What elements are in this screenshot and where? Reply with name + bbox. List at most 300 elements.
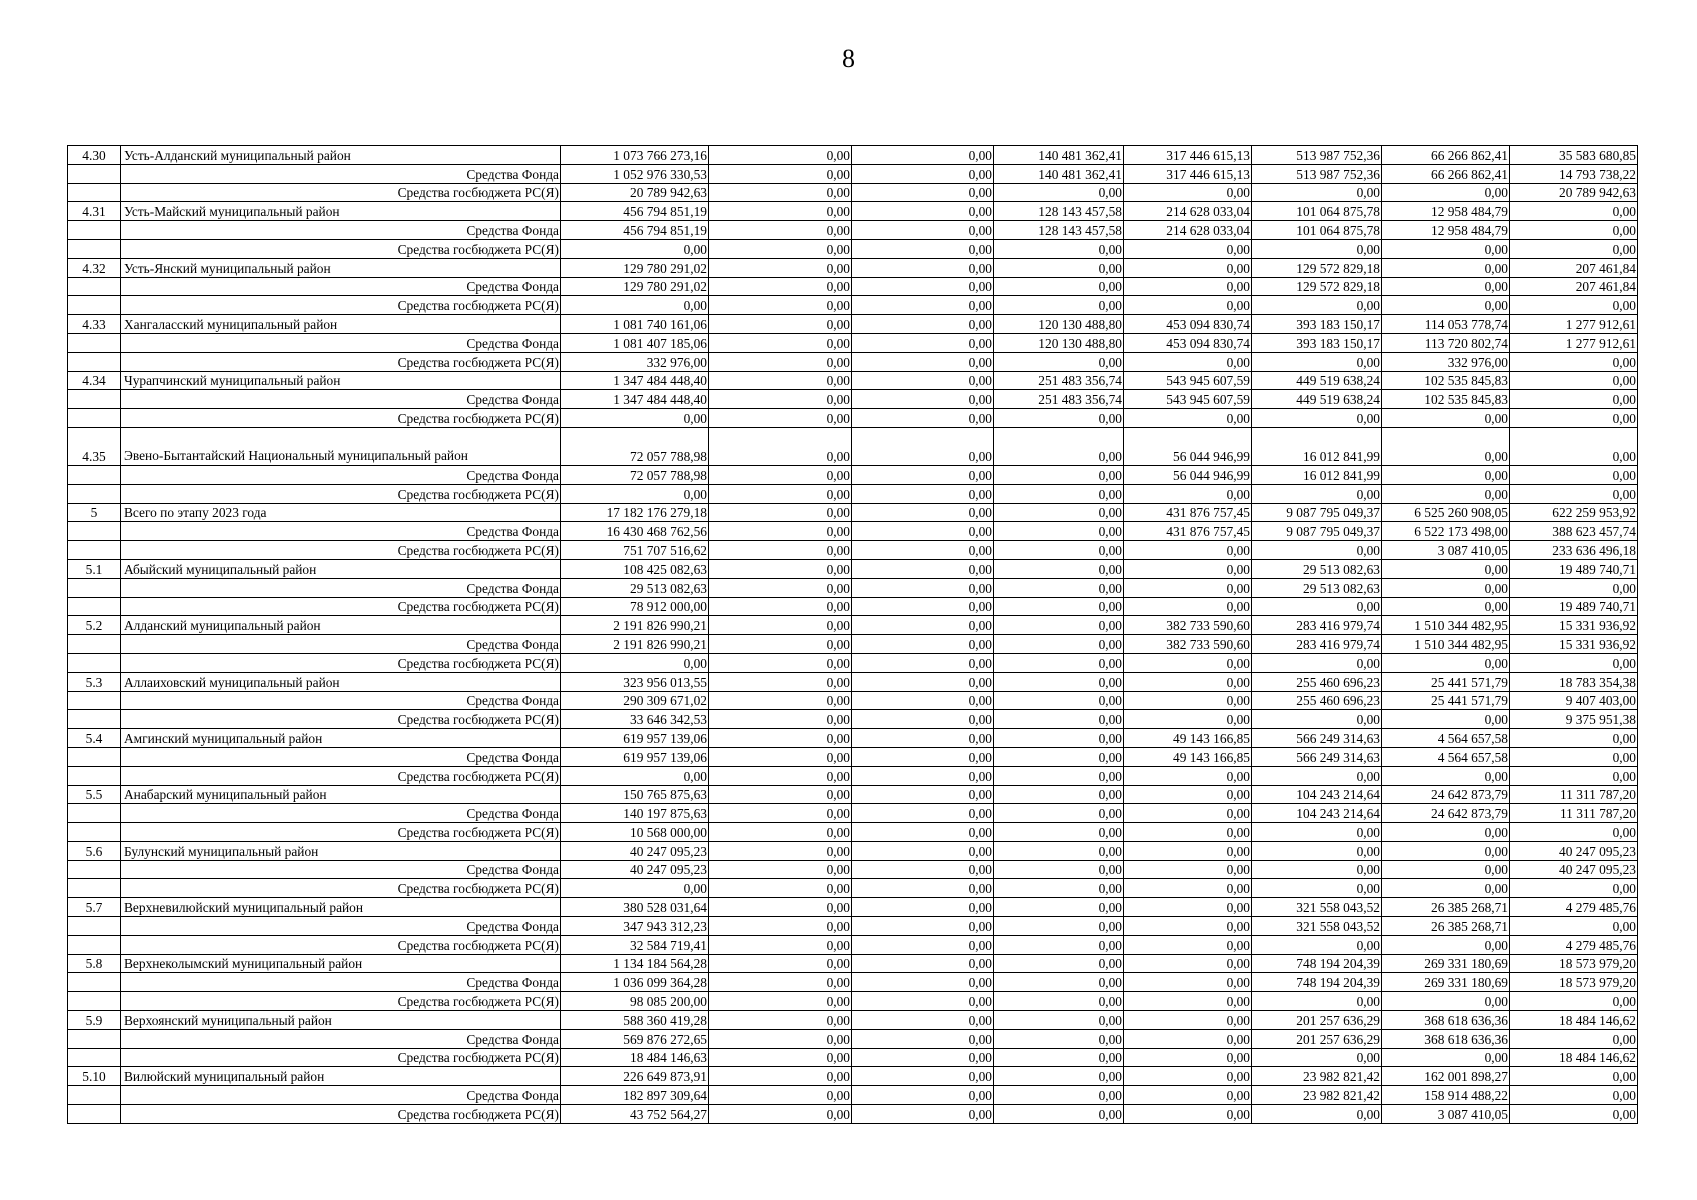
amount-cell: 0,00 [709, 522, 852, 541]
amount-cell: 182 897 309,64 [561, 1086, 709, 1105]
table-row-funding-source [68, 522, 1638, 541]
row-number-cell [68, 823, 121, 842]
row-number-cell [68, 1086, 121, 1105]
table-row-funding-source [68, 277, 1638, 296]
amount-cell: 3 087 410,05 [1382, 1105, 1510, 1124]
funding-source-cell: Средства госбюджета РС(Я) [121, 992, 561, 1011]
amount-cell: 1 510 344 482,95 [1382, 616, 1510, 635]
amount-cell: 0,00 [1510, 221, 1638, 240]
amount-cell: 619 957 139,06 [561, 729, 709, 748]
table-row-district [68, 785, 1638, 804]
district-name-cell: Абыйский муниципальный район [121, 559, 561, 578]
amount-cell: 0,00 [994, 879, 1124, 898]
amount-cell: 24 642 873,79 [1382, 785, 1510, 804]
amount-cell: 588 360 419,28 [561, 1011, 709, 1030]
amount-cell: 108 425 082,63 [561, 559, 709, 578]
amount-cell: 0,00 [852, 804, 994, 823]
row-number-cell [68, 597, 121, 616]
amount-cell: 0,00 [852, 239, 994, 258]
amount-cell: 11 311 787,20 [1510, 785, 1638, 804]
amount-cell: 0,00 [852, 616, 994, 635]
amount-cell: 0,00 [1124, 1011, 1252, 1030]
amount-cell: 3 087 410,05 [1382, 541, 1510, 560]
funding-source-cell: Средства Фонда [121, 917, 561, 936]
amount-cell: 0,00 [994, 804, 1124, 823]
amount-cell: 0,00 [994, 823, 1124, 842]
amount-cell: 0,00 [561, 484, 709, 503]
row-number-cell: 4.33 [68, 315, 121, 334]
row-number-cell: 4.32 [68, 258, 121, 277]
funding-source-cell: Средства Фонда [121, 1029, 561, 1048]
amount-cell: 0,00 [994, 597, 1124, 616]
amount-cell: 0,00 [852, 1086, 994, 1105]
amount-cell: 0,00 [852, 992, 994, 1011]
row-number-cell [68, 935, 121, 954]
district-name-cell: Анабарский муниципальный район [121, 785, 561, 804]
table-row-funding-source [68, 860, 1638, 879]
row-number-cell: 5.1 [68, 559, 121, 578]
row-number-cell [68, 352, 121, 371]
amount-cell: 0,00 [994, 1029, 1124, 1048]
table-row-funding-source [68, 710, 1638, 729]
amount-cell: 0,00 [709, 221, 852, 240]
amount-cell: 4 564 657,58 [1382, 729, 1510, 748]
amount-cell: 382 733 590,60 [1124, 616, 1252, 635]
amount-cell: 113 720 802,74 [1382, 333, 1510, 352]
amount-cell: 0,00 [709, 1086, 852, 1105]
amount-cell: 0,00 [1124, 1048, 1252, 1067]
table-row-district [68, 559, 1638, 578]
table-body [68, 146, 1638, 1124]
row-number-cell [68, 296, 121, 315]
amount-cell: 0,00 [1124, 559, 1252, 578]
amount-cell: 0,00 [1124, 672, 1252, 691]
amount-cell: 0,00 [709, 559, 852, 578]
amount-cell: 0,00 [1510, 202, 1638, 221]
funding-source-cell: Средства Фонда [121, 1086, 561, 1105]
amount-cell: 622 259 953,92 [1510, 503, 1638, 522]
amount-cell: 0,00 [1382, 239, 1510, 258]
amount-cell: 150 765 875,63 [561, 785, 709, 804]
funding-source-cell: Средства госбюджета РС(Я) [121, 823, 561, 842]
amount-cell: 0,00 [994, 973, 1124, 992]
amount-cell: 66 266 862,41 [1382, 164, 1510, 183]
amount-cell: 20 789 942,63 [1510, 183, 1638, 202]
amount-cell: 0,00 [709, 427, 852, 465]
district-name-cell: Всего по этапу 2023 года [121, 503, 561, 522]
amount-cell: 0,00 [852, 898, 994, 917]
amount-cell: 449 519 638,24 [1252, 371, 1382, 390]
amount-cell: 255 460 696,23 [1252, 672, 1382, 691]
amount-cell: 0,00 [709, 296, 852, 315]
amount-cell: 129 780 291,02 [561, 258, 709, 277]
amount-cell: 26 385 268,71 [1382, 917, 1510, 936]
amount-cell: 9 375 951,38 [1510, 710, 1638, 729]
funding-source-cell: Средства госбюджета РС(Я) [121, 541, 561, 560]
amount-cell: 0,00 [1382, 578, 1510, 597]
amount-cell: 40 247 095,23 [561, 860, 709, 879]
amount-cell: 0,00 [994, 427, 1124, 465]
row-number-cell [68, 879, 121, 898]
amount-cell: 0,00 [1124, 954, 1252, 973]
amount-cell: 40 247 095,23 [561, 841, 709, 860]
amount-cell: 0,00 [852, 484, 994, 503]
amount-cell: 0,00 [709, 333, 852, 352]
amount-cell: 0,00 [994, 258, 1124, 277]
amount-cell: 0,00 [1124, 239, 1252, 258]
amount-cell: 0,00 [1510, 1086, 1638, 1105]
amount-cell: 251 483 356,74 [994, 371, 1124, 390]
amount-cell: 0,00 [994, 1048, 1124, 1067]
funding-source-cell: Средства Фонда [121, 277, 561, 296]
row-number-cell: 4.30 [68, 146, 121, 165]
amount-cell: 0,00 [852, 954, 994, 973]
row-number-cell [68, 992, 121, 1011]
amount-cell: 0,00 [1382, 841, 1510, 860]
amount-cell: 456 794 851,19 [561, 202, 709, 221]
funding-source-cell: Средства госбюджета РС(Я) [121, 766, 561, 785]
amount-cell: 0,00 [1252, 541, 1382, 560]
amount-cell: 0,00 [852, 333, 994, 352]
amount-cell: 0,00 [1252, 766, 1382, 785]
amount-cell: 0,00 [852, 879, 994, 898]
amount-cell: 0,00 [994, 352, 1124, 371]
amount-cell: 543 945 607,59 [1124, 390, 1252, 409]
district-name-cell: Хангаласский муниципальный район [121, 315, 561, 334]
amount-cell: 0,00 [709, 766, 852, 785]
amount-cell: 0,00 [852, 409, 994, 428]
amount-cell: 0,00 [709, 879, 852, 898]
table-row-funding-source [68, 541, 1638, 560]
amount-cell: 513 987 752,36 [1252, 164, 1382, 183]
table-row-district [68, 258, 1638, 277]
amount-cell: 0,00 [709, 1067, 852, 1086]
amount-cell: 0,00 [1382, 1048, 1510, 1067]
amount-cell: 0,00 [1252, 879, 1382, 898]
table-row-funding-source [68, 390, 1638, 409]
amount-cell: 0,00 [994, 183, 1124, 202]
amount-cell: 17 182 176 279,18 [561, 503, 709, 522]
amount-cell: 0,00 [1382, 559, 1510, 578]
table-row-district [68, 1067, 1638, 1086]
amount-cell: 0,00 [709, 635, 852, 654]
amount-cell: 29 513 082,63 [1252, 559, 1382, 578]
amount-cell: 0,00 [1124, 1105, 1252, 1124]
amount-cell: 0,00 [709, 841, 852, 860]
amount-cell: 748 194 204,39 [1252, 973, 1382, 992]
amount-cell: 0,00 [994, 484, 1124, 503]
amount-cell: 0,00 [1252, 1105, 1382, 1124]
amount-cell: 0,00 [709, 691, 852, 710]
amount-cell: 0,00 [709, 653, 852, 672]
amount-cell: 0,00 [852, 729, 994, 748]
funding-source-cell: Средства госбюджета РС(Я) [121, 653, 561, 672]
amount-cell: 214 628 033,04 [1124, 221, 1252, 240]
amount-cell: 0,00 [1124, 296, 1252, 315]
amount-cell: 233 636 496,18 [1510, 541, 1638, 560]
amount-cell: 0,00 [1124, 841, 1252, 860]
amount-cell: 214 628 033,04 [1124, 202, 1252, 221]
row-number-cell [68, 277, 121, 296]
row-number-cell [68, 1029, 121, 1048]
amount-cell: 0,00 [852, 277, 994, 296]
table-row-funding-source [68, 804, 1638, 823]
funding-source-cell: Средства госбюджета РС(Я) [121, 1048, 561, 1067]
amount-cell: 0,00 [1252, 409, 1382, 428]
amount-cell: 0,00 [1510, 823, 1638, 842]
table-row-district [68, 672, 1638, 691]
amount-cell: 18 573 979,20 [1510, 954, 1638, 973]
amount-cell: 78 912 000,00 [561, 597, 709, 616]
amount-cell: 0,00 [994, 1086, 1124, 1105]
amount-cell: 0,00 [561, 239, 709, 258]
row-number-cell: 5.2 [68, 616, 121, 635]
amount-cell: 382 733 590,60 [1124, 635, 1252, 654]
amount-cell: 25 441 571,79 [1382, 672, 1510, 691]
amount-cell: 0,00 [709, 729, 852, 748]
district-name-cell: Чурапчинский муниципальный район [121, 371, 561, 390]
amount-cell: 0,00 [1124, 1067, 1252, 1086]
amount-cell: 2 191 826 990,21 [561, 616, 709, 635]
amount-cell: 226 649 873,91 [561, 1067, 709, 1086]
funding-source-cell: Средства Фонда [121, 747, 561, 766]
table-row-district [68, 729, 1638, 748]
amount-cell: 748 194 204,39 [1252, 954, 1382, 973]
amount-cell: 393 183 150,17 [1252, 333, 1382, 352]
amount-cell: 0,00 [561, 766, 709, 785]
amount-cell: 0,00 [852, 841, 994, 860]
budget-table [67, 145, 1638, 1124]
amount-cell: 0,00 [1510, 766, 1638, 785]
amount-cell: 0,00 [994, 935, 1124, 954]
amount-cell: 0,00 [852, 691, 994, 710]
amount-cell: 43 752 564,27 [561, 1105, 709, 1124]
row-number-cell [68, 465, 121, 484]
amount-cell: 0,00 [1124, 541, 1252, 560]
amount-cell: 29 513 082,63 [561, 578, 709, 597]
amount-cell: 0,00 [709, 371, 852, 390]
amount-cell: 140 481 362,41 [994, 164, 1124, 183]
amount-cell: 1 134 184 564,28 [561, 954, 709, 973]
amount-cell: 15 331 936,92 [1510, 616, 1638, 635]
amount-cell: 33 646 342,53 [561, 710, 709, 729]
amount-cell: 368 618 636,36 [1382, 1029, 1510, 1048]
row-number-cell: 5.9 [68, 1011, 121, 1030]
row-number-cell: 5.10 [68, 1067, 121, 1086]
amount-cell: 29 513 082,63 [1252, 578, 1382, 597]
amount-cell: 0,00 [709, 239, 852, 258]
row-number-cell: 5.8 [68, 954, 121, 973]
amount-cell: 0,00 [852, 352, 994, 371]
table-row-district [68, 616, 1638, 635]
amount-cell: 449 519 638,24 [1252, 390, 1382, 409]
amount-cell: 0,00 [994, 1067, 1124, 1086]
amount-cell: 15 331 936,92 [1510, 635, 1638, 654]
table-row-funding-source [68, 465, 1638, 484]
district-name-cell: Усть-Янский муниципальный район [121, 258, 561, 277]
amount-cell: 0,00 [994, 917, 1124, 936]
funding-source-cell: Средства госбюджета РС(Я) [121, 879, 561, 898]
amount-cell: 12 958 484,79 [1382, 202, 1510, 221]
amount-cell: 0,00 [709, 390, 852, 409]
amount-cell: 0,00 [1382, 597, 1510, 616]
amount-cell: 18 783 354,38 [1510, 672, 1638, 691]
row-number-cell [68, 710, 121, 729]
funding-source-cell: Средства госбюджета РС(Я) [121, 484, 561, 503]
amount-cell: 49 143 166,85 [1124, 747, 1252, 766]
district-name-cell: Вилюйский муниципальный район [121, 1067, 561, 1086]
amount-cell: 0,00 [709, 992, 852, 1011]
amount-cell: 456 794 851,19 [561, 221, 709, 240]
amount-cell: 0,00 [709, 1029, 852, 1048]
amount-cell: 0,00 [852, 635, 994, 654]
amount-cell: 0,00 [852, 1067, 994, 1086]
amount-cell: 14 793 738,22 [1510, 164, 1638, 183]
table-row-district [68, 841, 1638, 860]
amount-cell: 0,00 [561, 653, 709, 672]
amount-cell: 26 385 268,71 [1382, 898, 1510, 917]
amount-cell: 140 197 875,63 [561, 804, 709, 823]
amount-cell: 0,00 [1252, 992, 1382, 1011]
row-number-cell: 5.6 [68, 841, 121, 860]
amount-cell: 98 085 200,00 [561, 992, 709, 1011]
amount-cell: 0,00 [1382, 710, 1510, 729]
table-row-funding-source [68, 973, 1638, 992]
amount-cell: 0,00 [994, 691, 1124, 710]
amount-cell: 0,00 [852, 747, 994, 766]
funding-source-cell: Средства Фонда [121, 333, 561, 352]
amount-cell: 0,00 [1382, 992, 1510, 1011]
amount-cell: 0,00 [709, 973, 852, 992]
amount-cell: 24 642 873,79 [1382, 804, 1510, 823]
row-number-cell [68, 239, 121, 258]
amount-cell: 0,00 [1124, 785, 1252, 804]
amount-cell: 0,00 [1124, 992, 1252, 1011]
district-name-cell: Аллаиховский муниципальный район [121, 672, 561, 691]
amount-cell: 12 958 484,79 [1382, 221, 1510, 240]
funding-source-cell: Средства госбюджета РС(Я) [121, 183, 561, 202]
amount-cell: 0,00 [994, 1105, 1124, 1124]
amount-cell: 0,00 [994, 522, 1124, 541]
table-row-funding-source [68, 1086, 1638, 1105]
amount-cell: 0,00 [709, 917, 852, 936]
district-name-cell: Эвено-Бытантайский Национальный муниципальный район [121, 427, 561, 465]
amount-cell: 0,00 [1382, 879, 1510, 898]
row-number-cell: 5.7 [68, 898, 121, 917]
amount-cell: 0,00 [852, 1048, 994, 1067]
amount-cell: 0,00 [709, 164, 852, 183]
amount-cell: 40 247 095,23 [1510, 860, 1638, 879]
amount-cell: 0,00 [1124, 710, 1252, 729]
amount-cell: 0,00 [852, 1011, 994, 1030]
amount-cell: 0,00 [709, 146, 852, 165]
amount-cell: 1 073 766 273,16 [561, 146, 709, 165]
amount-cell: 0,00 [994, 1011, 1124, 1030]
amount-cell: 49 143 166,85 [1124, 729, 1252, 748]
amount-cell: 10 568 000,00 [561, 823, 709, 842]
amount-cell: 0,00 [709, 597, 852, 616]
amount-cell: 0,00 [852, 390, 994, 409]
amount-cell: 0,00 [1124, 352, 1252, 371]
amount-cell: 0,00 [1124, 898, 1252, 917]
amount-cell: 9 407 403,00 [1510, 691, 1638, 710]
amount-cell: 0,00 [709, 465, 852, 484]
amount-cell: 0,00 [709, 1105, 852, 1124]
row-number-cell [68, 333, 121, 352]
amount-cell: 255 460 696,23 [1252, 691, 1382, 710]
amount-cell: 283 416 979,74 [1252, 635, 1382, 654]
amount-cell: 251 483 356,74 [994, 390, 1124, 409]
table-row-funding-source [68, 1105, 1638, 1124]
amount-cell: 368 618 636,36 [1382, 1011, 1510, 1030]
amount-cell: 128 143 457,58 [994, 202, 1124, 221]
amount-cell: 35 583 680,85 [1510, 146, 1638, 165]
row-number-cell [68, 484, 121, 503]
amount-cell: 6 525 260 908,05 [1382, 503, 1510, 522]
amount-cell: 129 572 829,18 [1252, 277, 1382, 296]
amount-cell: 0,00 [709, 258, 852, 277]
amount-cell: 0,00 [561, 409, 709, 428]
amount-cell: 102 535 845,83 [1382, 390, 1510, 409]
amount-cell: 0,00 [852, 973, 994, 992]
district-name-cell: Верхоянский муниципальный район [121, 1011, 561, 1030]
amount-cell: 323 956 013,55 [561, 672, 709, 691]
amount-cell: 158 914 488,22 [1382, 1086, 1510, 1105]
amount-cell: 0,00 [709, 823, 852, 842]
funding-source-cell: Средства Фонда [121, 973, 561, 992]
amount-cell: 0,00 [1382, 860, 1510, 879]
amount-cell: 0,00 [1510, 296, 1638, 315]
table-row-district [68, 898, 1638, 917]
amount-cell: 0,00 [852, 578, 994, 597]
row-number-cell [68, 747, 121, 766]
funding-source-cell: Средства госбюджета РС(Я) [121, 239, 561, 258]
amount-cell: 16 430 468 762,56 [561, 522, 709, 541]
amount-cell: 0,00 [709, 804, 852, 823]
amount-cell: 619 957 139,06 [561, 747, 709, 766]
amount-cell: 0,00 [709, 954, 852, 973]
amount-cell: 0,00 [1252, 296, 1382, 315]
table-row-funding-source [68, 992, 1638, 1011]
row-number-cell [68, 522, 121, 541]
row-number-cell: 4.31 [68, 202, 121, 221]
funding-source-cell: Средства Фонда [121, 465, 561, 484]
row-number-cell [68, 691, 121, 710]
amount-cell: 0,00 [709, 352, 852, 371]
amount-cell: 18 573 979,20 [1510, 973, 1638, 992]
funding-source-cell: Средства Фонда [121, 221, 561, 240]
table-row-funding-source [68, 1048, 1638, 1067]
amount-cell: 104 243 214,64 [1252, 785, 1382, 804]
amount-cell: 0,00 [994, 465, 1124, 484]
page-number: 8 [842, 44, 855, 73]
funding-source-cell: Средства госбюджета РС(Я) [121, 935, 561, 954]
amount-cell: 1 036 099 364,28 [561, 973, 709, 992]
amount-cell: 321 558 043,52 [1252, 898, 1382, 917]
amount-cell: 1 277 912,61 [1510, 315, 1638, 334]
amount-cell: 0,00 [1252, 484, 1382, 503]
amount-cell: 0,00 [852, 766, 994, 785]
table-row-funding-source [68, 1029, 1638, 1048]
district-name-cell: Усть-Алданский муниципальный район [121, 146, 561, 165]
amount-cell: 0,00 [709, 541, 852, 560]
amount-cell: 0,00 [852, 785, 994, 804]
amount-cell: 0,00 [709, 860, 852, 879]
amount-cell: 19 489 740,71 [1510, 559, 1638, 578]
amount-cell: 25 441 571,79 [1382, 691, 1510, 710]
amount-cell: 0,00 [709, 503, 852, 522]
amount-cell: 0,00 [852, 315, 994, 334]
